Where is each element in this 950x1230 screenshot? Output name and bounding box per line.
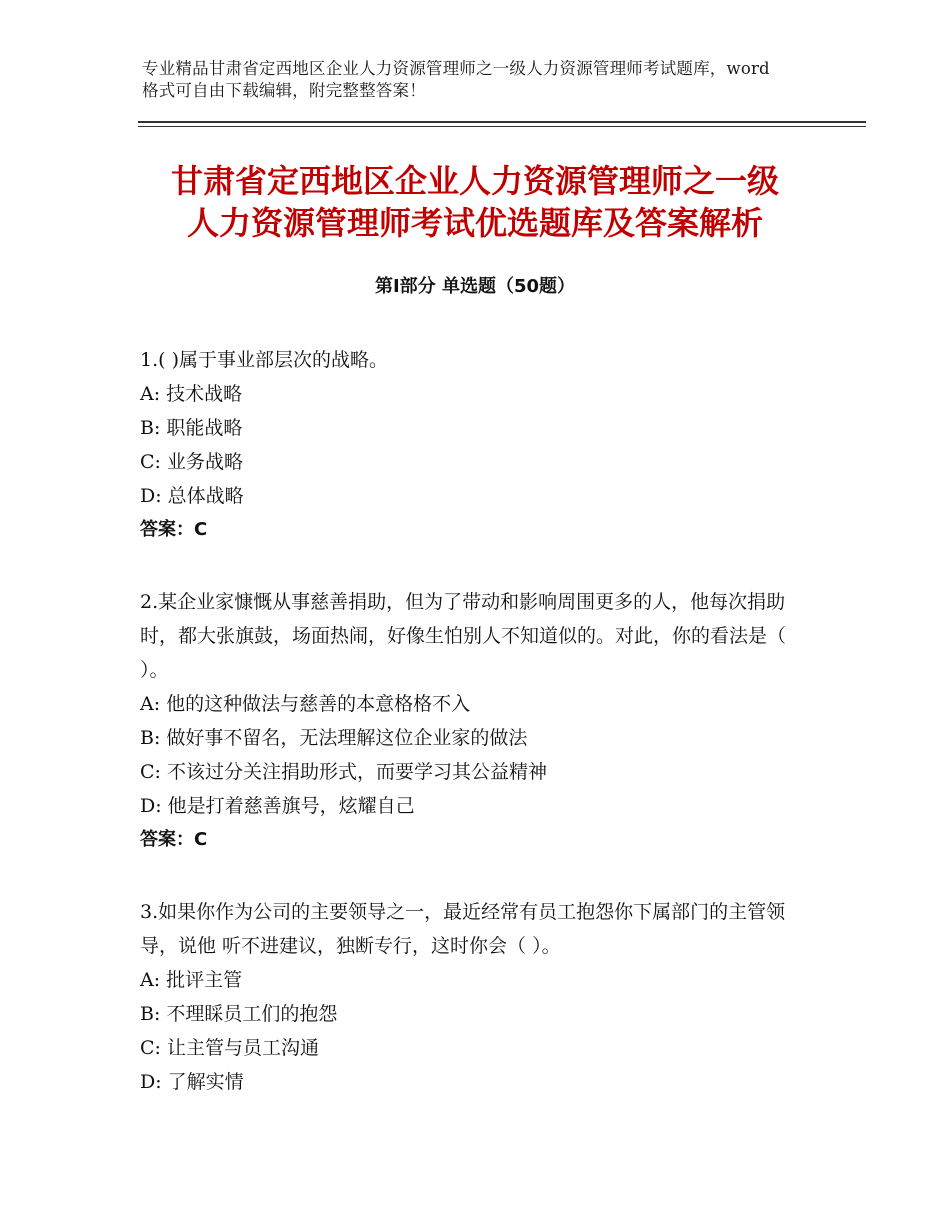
option-a: A: 他的这种做法与慈善的本意格格不入 bbox=[140, 693, 471, 715]
question-1 bbox=[140, 343, 800, 547]
question-3 bbox=[140, 895, 800, 1099]
option-d: D: 了解实情 bbox=[140, 1071, 244, 1093]
question-stem: 2.某企业家慷慨从事慈善捐助，但为了带动和影响周围更多的人，他每次捐助时，都大张旗鼓，场面热闹，好像生怕别人不知道似的。对此，你的看法是（ ）。 bbox=[140, 591, 787, 681]
option-d: D: 总体战略 bbox=[140, 485, 244, 507]
option-c: C: 不该过分关注捐助形式，而要学习其公益精神 bbox=[140, 761, 547, 783]
option-b: B: 做好事不留名，无法理解这位企业家的做法 bbox=[140, 727, 528, 749]
option-a: A: 技术战略 bbox=[140, 383, 243, 405]
header-rule-thick bbox=[138, 121, 866, 123]
question-stem: 1.( )属于事业部层次的战略。 bbox=[140, 349, 388, 371]
option-b: B: 职能战略 bbox=[140, 417, 243, 439]
title-line-2: 人力资源管理师考试优选题库及答案解析 bbox=[186, 204, 763, 242]
option-c: C: 业务战略 bbox=[140, 451, 243, 473]
header-rule-thin bbox=[138, 126, 866, 127]
question-2 bbox=[140, 585, 800, 857]
answer: 答案：C bbox=[140, 829, 208, 850]
option-d: D: 他是打着慈善旗号，炫耀自己 bbox=[140, 795, 415, 817]
option-b: B: 不理睬员工们的抱怨 bbox=[140, 1003, 338, 1025]
question-list bbox=[140, 343, 800, 1137]
question-stem: 3.如果你作为公司的主要领导之一，最近经常有员工抱怨你下属部门的主管领导，说他 听不进建议，独断专行，这时你会（ ）。 bbox=[140, 901, 786, 957]
section-heading: 第Ⅰ部分 单选题（50题） bbox=[374, 276, 575, 297]
document-title bbox=[100, 160, 850, 244]
option-a: A: 批评主管 bbox=[140, 969, 243, 991]
header-note: 专业精品甘肃省定西地区企业人力资源管理师之一级人力资源管理师考试题库，word格式可自由下载编辑，附完整整答案！ bbox=[142, 59, 770, 100]
answer: 答案：C bbox=[140, 519, 208, 540]
title-line-1: 甘肃省定西地区企业人力资源管理师之一级 bbox=[170, 162, 779, 200]
option-c: C: 让主管与员工沟通 bbox=[140, 1037, 319, 1059]
